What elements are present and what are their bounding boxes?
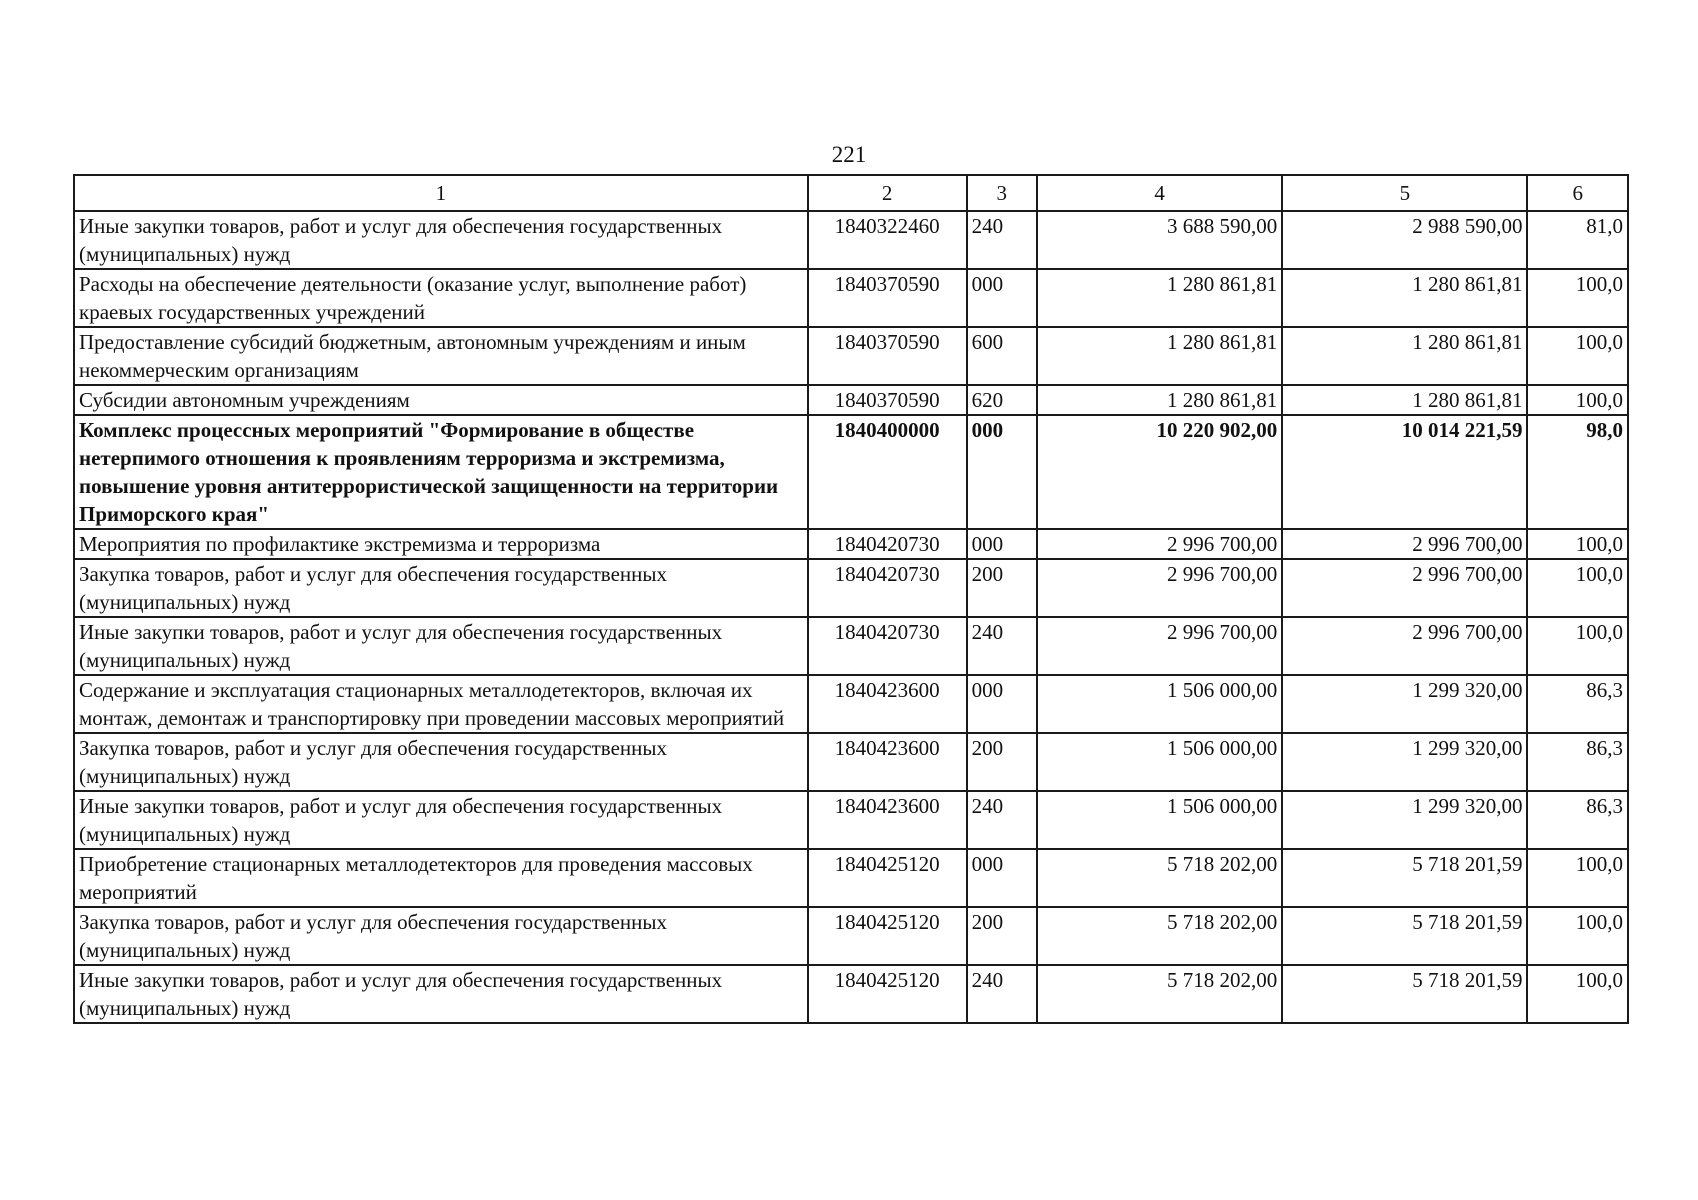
amount-column-4-cell: 3 688 590,00 — [1037, 211, 1282, 269]
table-row — [74, 327, 1628, 385]
amount-column-5-cell: 1 280 861,81 — [1282, 327, 1527, 385]
amount-column-4-cell: 2 996 700,00 — [1037, 617, 1282, 675]
expense-type-cell: 240 — [967, 791, 1037, 849]
amount-column-4-cell: 1 506 000,00 — [1037, 675, 1282, 733]
amount-column-5-cell: 10 014 221,59 — [1282, 415, 1527, 529]
table-body — [74, 175, 1628, 1023]
column-header: 3 — [967, 175, 1037, 211]
expense-type-cell: 200 — [967, 559, 1037, 617]
expense-name-cell: Иные закупки товаров, работ и услуг для обеспечения государственных (муниципальных) нужд — [74, 617, 808, 675]
percent-column-6-cell: 100,0 — [1527, 269, 1628, 327]
table-row — [74, 559, 1628, 617]
table-row — [74, 791, 1628, 849]
percent-column-6-cell: 86,3 — [1527, 675, 1628, 733]
budget-table — [73, 174, 1629, 1024]
expense-type-cell: 620 — [967, 385, 1037, 415]
percent-column-6-cell: 86,3 — [1527, 791, 1628, 849]
amount-column-4-cell: 1 506 000,00 — [1037, 733, 1282, 791]
expense-name-cell: Мероприятия по профилактике экстремизма и терроризма — [74, 529, 808, 559]
amount-column-4-cell: 2 996 700,00 — [1037, 559, 1282, 617]
column-header: 2 — [808, 175, 967, 211]
column-header: 4 — [1037, 175, 1282, 211]
table-row — [74, 211, 1628, 269]
table-row — [74, 269, 1628, 327]
column-header: 1 — [74, 175, 808, 211]
expense-type-cell: 200 — [967, 733, 1037, 791]
expense-name-cell: Закупка товаров, работ и услуг для обеспечения государственных (муниципальных) нужд — [74, 907, 808, 965]
table-row — [74, 385, 1628, 415]
expense-name-cell: Предоставление субсидий бюджетным, автономным учреждениям и иным некоммерческим организациям — [74, 327, 808, 385]
amount-column-5-cell: 5 718 201,59 — [1282, 907, 1527, 965]
target-code-cell: 1840400000 — [808, 415, 967, 529]
expense-name-cell: Закупка товаров, работ и услуг для обеспечения государственных (муниципальных) нужд — [74, 733, 808, 791]
amount-column-5-cell: 5 718 201,59 — [1282, 965, 1527, 1023]
table-row — [74, 849, 1628, 907]
target-code-cell: 1840423600 — [808, 675, 967, 733]
percent-column-6-cell: 100,0 — [1527, 965, 1628, 1023]
table-header-row — [74, 175, 1628, 211]
target-code-cell: 1840420730 — [808, 617, 967, 675]
expense-name-cell: Иные закупки товаров, работ и услуг для обеспечения государственных (муниципальных) нужд — [74, 211, 808, 269]
amount-column-5-cell: 1 280 861,81 — [1282, 385, 1527, 415]
expense-type-cell: 000 — [967, 269, 1037, 327]
amount-column-4-cell: 10 220 902,00 — [1037, 415, 1282, 529]
percent-column-6-cell: 100,0 — [1527, 907, 1628, 965]
target-code-cell: 1840423600 — [808, 733, 967, 791]
amount-column-5-cell: 2 996 700,00 — [1282, 529, 1527, 559]
percent-column-6-cell: 100,0 — [1527, 559, 1628, 617]
expense-name-cell: Расходы на обеспечение деятельности (оказание услуг, выполнение работ) краевых государственных учреждений — [74, 269, 808, 327]
amount-column-5-cell: 5 718 201,59 — [1282, 849, 1527, 907]
expense-name-cell: Приобретение стационарных металлодетекторов для проведения массовых мероприятий — [74, 849, 808, 907]
expense-type-cell: 000 — [967, 849, 1037, 907]
table-row — [74, 617, 1628, 675]
percent-column-6-cell: 100,0 — [1527, 385, 1628, 415]
percent-column-6-cell: 98,0 — [1527, 415, 1628, 529]
expense-type-cell: 000 — [967, 415, 1037, 529]
amount-column-5-cell: 2 996 700,00 — [1282, 559, 1527, 617]
expense-type-cell: 000 — [967, 675, 1037, 733]
target-code-cell: 1840420730 — [808, 529, 967, 559]
expense-name-cell: Иные закупки товаров, работ и услуг для обеспечения государственных (муниципальных) нужд — [74, 791, 808, 849]
expense-name-cell: Субсидии автономным учреждениям — [74, 385, 808, 415]
percent-column-6-cell: 86,3 — [1527, 733, 1628, 791]
column-header: 5 — [1282, 175, 1527, 211]
expense-type-cell: 240 — [967, 965, 1037, 1023]
table-row — [74, 965, 1628, 1023]
amount-column-5-cell: 1 280 861,81 — [1282, 269, 1527, 327]
percent-column-6-cell: 100,0 — [1527, 617, 1628, 675]
target-code-cell: 1840425120 — [808, 849, 967, 907]
target-code-cell: 1840425120 — [808, 965, 967, 1023]
target-code-cell: 1840425120 — [808, 907, 967, 965]
amount-column-4-cell: 1 280 861,81 — [1037, 385, 1282, 415]
table-row — [74, 529, 1628, 559]
expense-name-cell: Иные закупки товаров, работ и услуг для обеспечения государственных (муниципальных) нужд — [74, 965, 808, 1023]
percent-column-6-cell: 100,0 — [1527, 849, 1628, 907]
column-header: 6 — [1527, 175, 1628, 211]
amount-column-4-cell: 2 996 700,00 — [1037, 529, 1282, 559]
page-number: 221 — [831, 142, 867, 167]
amount-column-5-cell: 2 988 590,00 — [1282, 211, 1527, 269]
amount-column-5-cell: 1 299 320,00 — [1282, 733, 1527, 791]
expense-name-cell: Комплекс процессных мероприятий "Формирование в обществе нетерпимого отношения к проявлениям терроризма и экстремизма, повышение уровня антитеррористической защищенности на территории Приморского края" — [74, 415, 808, 529]
expense-name-cell: Закупка товаров, работ и услуг для обеспечения государственных (муниципальных) нужд — [74, 559, 808, 617]
expense-type-cell: 000 — [967, 529, 1037, 559]
amount-column-4-cell: 1 280 861,81 — [1037, 327, 1282, 385]
amount-column-5-cell: 1 299 320,00 — [1282, 791, 1527, 849]
expense-type-cell: 240 — [967, 617, 1037, 675]
amount-column-4-cell: 5 718 202,00 — [1037, 965, 1282, 1023]
target-code-cell: 1840370590 — [808, 327, 967, 385]
target-code-cell: 1840322460 — [808, 211, 967, 269]
amount-column-5-cell: 1 299 320,00 — [1282, 675, 1527, 733]
percent-column-6-cell: 100,0 — [1527, 327, 1628, 385]
amount-column-4-cell: 1 280 861,81 — [1037, 269, 1282, 327]
table-row — [74, 415, 1628, 529]
percent-column-6-cell: 81,0 — [1527, 211, 1628, 269]
expense-type-cell: 200 — [967, 907, 1037, 965]
expense-name-cell: Содержание и эксплуатация стационарных металлодетекторов, включая их монтаж, демонтаж и транспортировку при проведении массовых мероприятий — [74, 675, 808, 733]
target-code-cell: 1840370590 — [808, 385, 967, 415]
amount-column-4-cell: 5 718 202,00 — [1037, 849, 1282, 907]
percent-column-6-cell: 100,0 — [1527, 529, 1628, 559]
amount-column-4-cell: 1 506 000,00 — [1037, 791, 1282, 849]
target-code-cell: 1840420730 — [808, 559, 967, 617]
table-row — [74, 733, 1628, 791]
amount-column-5-cell: 2 996 700,00 — [1282, 617, 1527, 675]
expense-type-cell: 600 — [967, 327, 1037, 385]
expense-type-cell: 240 — [967, 211, 1037, 269]
table-row — [74, 675, 1628, 733]
amount-column-4-cell: 5 718 202,00 — [1037, 907, 1282, 965]
target-code-cell: 1840423600 — [808, 791, 967, 849]
table-row — [74, 907, 1628, 965]
target-code-cell: 1840370590 — [808, 269, 967, 327]
